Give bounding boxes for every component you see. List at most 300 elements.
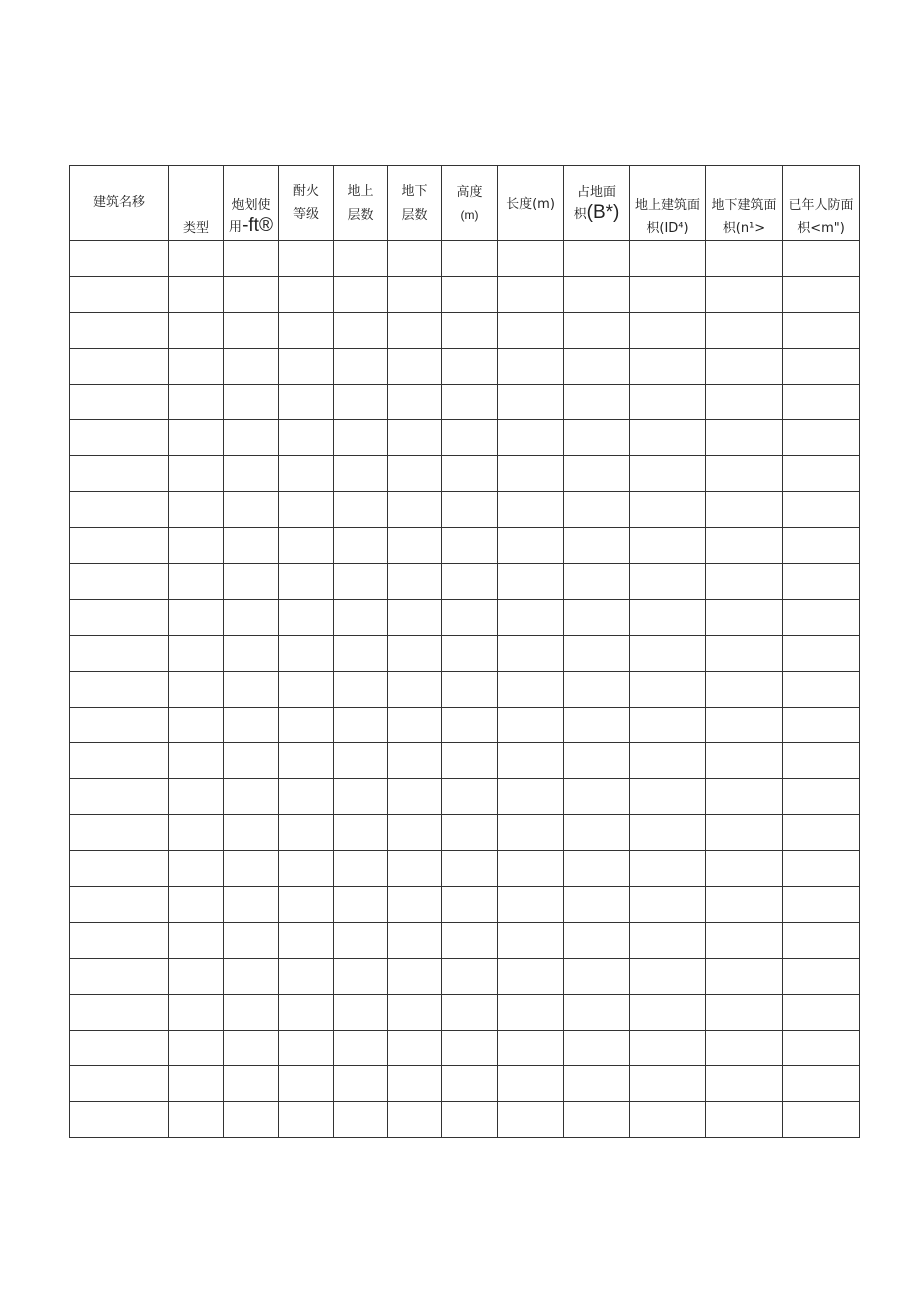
cell-use — [224, 671, 279, 707]
cell-length — [498, 887, 564, 923]
cell-fire — [279, 599, 334, 635]
cell-below-area — [706, 815, 783, 851]
cell-length — [498, 958, 564, 994]
cell-type — [169, 1102, 224, 1138]
cell-below-floors — [388, 671, 442, 707]
header-below-ground-area-line2: 枳(n¹> — [722, 221, 766, 236]
cell-type — [169, 887, 224, 923]
cell-civil-def-area — [783, 384, 860, 420]
cell-civil-def-area — [783, 276, 860, 312]
cell-footprint — [564, 779, 630, 815]
cell-above-floors — [334, 671, 388, 707]
header-length — [498, 166, 564, 241]
cell-type — [169, 528, 224, 564]
table-header-row — [70, 166, 860, 241]
cell-length — [498, 779, 564, 815]
cell-above-area — [630, 599, 706, 635]
table-row — [70, 994, 860, 1030]
cell-above-floors — [334, 276, 388, 312]
cell-height — [442, 276, 498, 312]
cell-length — [498, 420, 564, 456]
table-row — [70, 1066, 860, 1102]
cell-fire — [279, 958, 334, 994]
table-row — [70, 922, 860, 958]
cell-civil-def-area — [783, 528, 860, 564]
cell-civil-def-area — [783, 994, 860, 1030]
header-above-ground-area-line1: 地上建筑面 — [634, 198, 700, 213]
cell-fire — [279, 241, 334, 277]
table-row — [70, 456, 860, 492]
cell-length — [498, 922, 564, 958]
building-info-table — [69, 165, 860, 1138]
cell-below-floors — [388, 528, 442, 564]
table-row — [70, 635, 860, 671]
header-footprint-area — [564, 166, 630, 241]
cell-use — [224, 707, 279, 743]
cell-height — [442, 564, 498, 600]
cell-footprint — [564, 312, 630, 348]
cell-footprint — [564, 348, 630, 384]
cell-footprint — [564, 528, 630, 564]
cell-name — [70, 887, 169, 923]
cell-fire — [279, 1066, 334, 1102]
cell-use — [224, 958, 279, 994]
header-height — [442, 166, 498, 241]
cell-civil-def-area — [783, 456, 860, 492]
cell-fire — [279, 671, 334, 707]
cell-use — [224, 922, 279, 958]
cell-below-floors — [388, 815, 442, 851]
cell-length — [498, 1102, 564, 1138]
cell-below-floors — [388, 276, 442, 312]
header-civil-defense-area-line2: 枳<m") — [797, 221, 845, 236]
cell-above-area — [630, 815, 706, 851]
cell-footprint — [564, 420, 630, 456]
cell-name — [70, 815, 169, 851]
cell-height — [442, 743, 498, 779]
cell-below-floors — [388, 456, 442, 492]
cell-length — [498, 276, 564, 312]
cell-above-floors — [334, 815, 388, 851]
cell-below-floors — [388, 420, 442, 456]
cell-footprint — [564, 241, 630, 277]
cell-above-area — [630, 528, 706, 564]
cell-use — [224, 1030, 279, 1066]
cell-above-floors — [334, 599, 388, 635]
cell-use — [224, 348, 279, 384]
header-below-ground-area — [706, 166, 783, 241]
cell-below-area — [706, 743, 783, 779]
cell-below-floors — [388, 564, 442, 600]
cell-footprint — [564, 599, 630, 635]
cell-length — [498, 815, 564, 851]
table-row — [70, 312, 860, 348]
cell-length — [498, 1030, 564, 1066]
table-row — [70, 958, 860, 994]
header-planned-use-line2: 用-ft® — [229, 215, 273, 236]
cell-use — [224, 492, 279, 528]
cell-below-area — [706, 492, 783, 528]
cell-length — [498, 528, 564, 564]
cell-below-area — [706, 599, 783, 635]
cell-use — [224, 276, 279, 312]
cell-civil-def-area — [783, 492, 860, 528]
cell-height — [442, 384, 498, 420]
cell-footprint — [564, 958, 630, 994]
table-row — [70, 851, 860, 887]
cell-fire — [279, 635, 334, 671]
table-row — [70, 420, 860, 456]
cell-fire — [279, 528, 334, 564]
table-row — [70, 384, 860, 420]
cell-above-floors — [334, 384, 388, 420]
cell-footprint — [564, 492, 630, 528]
header-footprint-area-line2: 枳(B*) — [573, 202, 620, 223]
cell-above-floors — [334, 528, 388, 564]
cell-above-floors — [334, 1066, 388, 1102]
table-row — [70, 1030, 860, 1066]
cell-name — [70, 564, 169, 600]
cell-name — [70, 922, 169, 958]
header-footprint-area-line1: 占地面 — [576, 185, 616, 200]
cell-fire — [279, 922, 334, 958]
cell-above-floors — [334, 994, 388, 1030]
cell-civil-def-area — [783, 635, 860, 671]
cell-above-floors — [334, 1030, 388, 1066]
cell-below-floors — [388, 1102, 442, 1138]
header-civil-defense-area-line1: 已年人防面 — [788, 198, 854, 213]
cell-type — [169, 312, 224, 348]
cell-below-area — [706, 635, 783, 671]
cell-name — [70, 635, 169, 671]
header-fire-rating-line1: 酎火 — [292, 184, 319, 199]
cell-below-area — [706, 671, 783, 707]
cell-civil-def-area — [783, 707, 860, 743]
cell-below-area — [706, 887, 783, 923]
cell-below-floors — [388, 743, 442, 779]
cell-height — [442, 958, 498, 994]
cell-above-area — [630, 1102, 706, 1138]
cell-height — [442, 779, 498, 815]
cell-above-area — [630, 851, 706, 887]
cell-height — [442, 528, 498, 564]
cell-height — [442, 312, 498, 348]
cell-above-area — [630, 958, 706, 994]
cell-below-floors — [388, 348, 442, 384]
cell-use — [224, 1066, 279, 1102]
cell-above-area — [630, 671, 706, 707]
cell-fire — [279, 887, 334, 923]
cell-above-floors — [334, 456, 388, 492]
cell-below-area — [706, 1030, 783, 1066]
cell-name — [70, 1102, 169, 1138]
cell-type — [169, 815, 224, 851]
cell-below-area — [706, 276, 783, 312]
cell-name — [70, 456, 169, 492]
cell-above-floors — [334, 1102, 388, 1138]
cell-footprint — [564, 564, 630, 600]
cell-above-floors — [334, 707, 388, 743]
cell-below-area — [706, 456, 783, 492]
cell-length — [498, 241, 564, 277]
cell-above-area — [630, 635, 706, 671]
cell-below-floors — [388, 994, 442, 1030]
cell-height — [442, 922, 498, 958]
cell-height — [442, 456, 498, 492]
cell-civil-def-area — [783, 815, 860, 851]
cell-use — [224, 815, 279, 851]
cell-fire — [279, 707, 334, 743]
header-type-label: 类型 — [182, 221, 209, 236]
cell-below-floors — [388, 779, 442, 815]
cell-length — [498, 456, 564, 492]
cell-fire — [279, 779, 334, 815]
cell-height — [442, 994, 498, 1030]
cell-fire — [279, 420, 334, 456]
header-building-name — [70, 166, 169, 241]
cell-fire — [279, 1102, 334, 1138]
cell-use — [224, 635, 279, 671]
cell-civil-def-area — [783, 599, 860, 635]
cell-below-floors — [388, 922, 442, 958]
header-floors-below-line2: 层数 — [401, 208, 428, 223]
cell-height — [442, 671, 498, 707]
cell-above-area — [630, 456, 706, 492]
cell-below-area — [706, 241, 783, 277]
table-row — [70, 743, 860, 779]
cell-use — [224, 851, 279, 887]
cell-civil-def-area — [783, 743, 860, 779]
cell-type — [169, 564, 224, 600]
cell-name — [70, 1030, 169, 1066]
cell-name — [70, 528, 169, 564]
cell-type — [169, 241, 224, 277]
table-row — [70, 707, 860, 743]
cell-below-floors — [388, 1030, 442, 1066]
cell-name — [70, 1066, 169, 1102]
cell-type — [169, 420, 224, 456]
cell-above-area — [630, 922, 706, 958]
cell-name — [70, 707, 169, 743]
table-row — [70, 815, 860, 851]
table-row — [70, 671, 860, 707]
cell-use — [224, 1102, 279, 1138]
cell-type — [169, 1066, 224, 1102]
cell-height — [442, 492, 498, 528]
cell-length — [498, 384, 564, 420]
header-type — [169, 166, 224, 241]
cell-use — [224, 743, 279, 779]
cell-type — [169, 707, 224, 743]
cell-above-floors — [334, 420, 388, 456]
cell-civil-def-area — [783, 564, 860, 600]
cell-fire — [279, 815, 334, 851]
cell-footprint — [564, 887, 630, 923]
cell-civil-def-area — [783, 420, 860, 456]
cell-name — [70, 994, 169, 1030]
cell-above-floors — [334, 958, 388, 994]
table-row — [70, 528, 860, 564]
cell-above-floors — [334, 743, 388, 779]
cell-above-area — [630, 348, 706, 384]
cell-use — [224, 312, 279, 348]
cell-type — [169, 1030, 224, 1066]
table-row — [70, 276, 860, 312]
cell-fire — [279, 1030, 334, 1066]
cell-footprint — [564, 456, 630, 492]
cell-name — [70, 743, 169, 779]
cell-name — [70, 851, 169, 887]
cell-footprint — [564, 743, 630, 779]
cell-fire — [279, 994, 334, 1030]
cell-below-area — [706, 707, 783, 743]
cell-name — [70, 276, 169, 312]
cell-height — [442, 599, 498, 635]
cell-height — [442, 887, 498, 923]
cell-fire — [279, 276, 334, 312]
header-fire-rating-line2: 等级 — [292, 207, 319, 222]
cell-fire — [279, 564, 334, 600]
cell-type — [169, 492, 224, 528]
cell-footprint — [564, 1030, 630, 1066]
cell-above-area — [630, 707, 706, 743]
header-planned-use-line1: 炮划使 — [231, 198, 271, 213]
cell-name — [70, 241, 169, 277]
cell-use — [224, 420, 279, 456]
cell-length — [498, 1066, 564, 1102]
cell-type — [169, 994, 224, 1030]
cell-footprint — [564, 994, 630, 1030]
cell-length — [498, 707, 564, 743]
cell-below-floors — [388, 887, 442, 923]
table-row — [70, 1102, 860, 1138]
table-row — [70, 779, 860, 815]
cell-civil-def-area — [783, 241, 860, 277]
header-civil-defense-area — [783, 166, 860, 241]
cell-above-area — [630, 779, 706, 815]
cell-below-area — [706, 564, 783, 600]
cell-length — [498, 994, 564, 1030]
cell-below-area — [706, 312, 783, 348]
table-row — [70, 599, 860, 635]
cell-fire — [279, 743, 334, 779]
cell-above-area — [630, 887, 706, 923]
cell-type — [169, 456, 224, 492]
cell-civil-def-area — [783, 922, 860, 958]
cell-below-area — [706, 420, 783, 456]
cell-fire — [279, 456, 334, 492]
cell-use — [224, 599, 279, 635]
cell-above-floors — [334, 851, 388, 887]
cell-civil-def-area — [783, 1066, 860, 1102]
cell-civil-def-area — [783, 851, 860, 887]
cell-use — [224, 994, 279, 1030]
cell-use — [224, 887, 279, 923]
cell-footprint — [564, 707, 630, 743]
cell-below-floors — [388, 958, 442, 994]
cell-name — [70, 779, 169, 815]
cell-above-area — [630, 312, 706, 348]
cell-below-area — [706, 922, 783, 958]
cell-fire — [279, 851, 334, 887]
cell-type — [169, 384, 224, 420]
table-row — [70, 348, 860, 384]
cell-civil-def-area — [783, 1102, 860, 1138]
cell-above-area — [630, 743, 706, 779]
cell-height — [442, 241, 498, 277]
cell-below-floors — [388, 599, 442, 635]
cell-height — [442, 707, 498, 743]
cell-fire — [279, 348, 334, 384]
cell-civil-def-area — [783, 312, 860, 348]
cell-below-area — [706, 851, 783, 887]
cell-footprint — [564, 815, 630, 851]
cell-name — [70, 599, 169, 635]
cell-fire — [279, 492, 334, 528]
cell-above-floors — [334, 564, 388, 600]
header-floors-above-line2: 层数 — [347, 208, 374, 223]
cell-height — [442, 420, 498, 456]
cell-above-floors — [334, 348, 388, 384]
cell-civil-def-area — [783, 348, 860, 384]
cell-footprint — [564, 384, 630, 420]
cell-height — [442, 1030, 498, 1066]
cell-use — [224, 564, 279, 600]
cell-above-floors — [334, 492, 388, 528]
cell-length — [498, 564, 564, 600]
table-row — [70, 887, 860, 923]
cell-name — [70, 348, 169, 384]
cell-above-area — [630, 384, 706, 420]
header-above-ground-area-line2: 枳(ID⁴) — [646, 221, 689, 236]
cell-footprint — [564, 1066, 630, 1102]
cell-below-floors — [388, 384, 442, 420]
cell-below-floors — [388, 707, 442, 743]
cell-length — [498, 599, 564, 635]
cell-above-area — [630, 1066, 706, 1102]
header-floors-below — [388, 166, 442, 241]
cell-above-area — [630, 492, 706, 528]
cell-length — [498, 851, 564, 887]
cell-type — [169, 958, 224, 994]
cell-below-floors — [388, 241, 442, 277]
cell-name — [70, 312, 169, 348]
cell-length — [498, 743, 564, 779]
cell-name — [70, 384, 169, 420]
cell-above-floors — [334, 312, 388, 348]
cell-type — [169, 743, 224, 779]
cell-height — [442, 851, 498, 887]
cell-length — [498, 492, 564, 528]
cell-above-area — [630, 564, 706, 600]
cell-below-area — [706, 779, 783, 815]
header-planned-use — [224, 166, 279, 241]
table-row — [70, 492, 860, 528]
header-floors-below-line1: 地下 — [401, 184, 428, 199]
header-height-line1: 高度 — [456, 185, 483, 200]
cell-height — [442, 635, 498, 671]
cell-length — [498, 671, 564, 707]
cell-type — [169, 779, 224, 815]
cell-use — [224, 241, 279, 277]
cell-type — [169, 276, 224, 312]
cell-below-area — [706, 958, 783, 994]
cell-above-floors — [334, 779, 388, 815]
cell-above-floors — [334, 922, 388, 958]
cell-fire — [279, 384, 334, 420]
header-below-ground-area-line1: 地下建筑面 — [711, 198, 777, 213]
cell-use — [224, 456, 279, 492]
